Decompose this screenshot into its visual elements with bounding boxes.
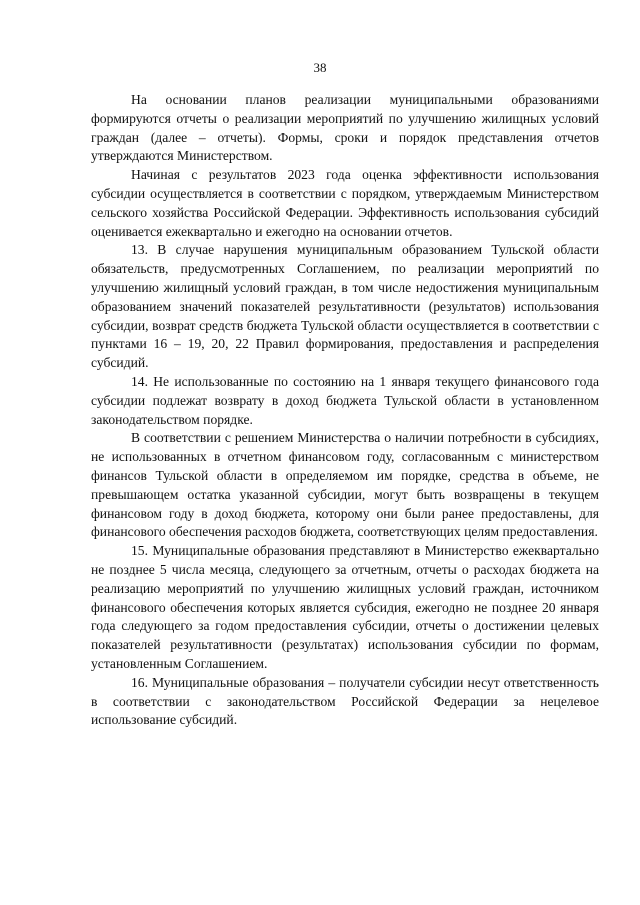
paragraph-efficiency-assessment: Начиная с результатов 2023 года оценка эффективности использования субсидии осуществляется в соответствии с порядком, утверждаемым Министерством сельского хозяйства Российской Федерации. Эффективность использования субсидий оценивается ежеквартально и ежегодно на основании отчетов. — [91, 167, 599, 239]
paragraph-item-14: 14. Не использованные по состоянию на 1 января текущего финансового года субсидии подлежат возврату в доход бюджета Тульской области в установленном законодательством порядке. — [91, 373, 599, 427]
paragraph-reports-formation: На основании планов реализации муниципальными образованиями формируются отчеты о реализации мероприятий по улучшению жилищных условий граждан (далее – отчеты). Формы, сроки и порядок представления отчетов утверждаются Министерством. — [91, 92, 599, 164]
paragraph-item-13: 13. В случае нарушения муниципальным образованием Тульской области обязательств, предусмотренных Соглашением, по реализации мероприятий по улучшению жилищный условий граждан, в том числе недостижения муниципальным образованием значений показателей результативности (результатов) использования субсидии, возврат средств бюджета Тульской области осуществляется в соответствии с пунктами 16 – 19, 20, 22 Правил формирования, предоставления и распределения субсидий. — [91, 242, 599, 371]
document-body — [91, 91, 599, 730]
paragraph-item-15: 15. Муниципальные образования представляют в Министерство ежеквартально не позднее 5 числа месяца, следующего за отчетным, отчеты о расходах бюджета на реализацию мероприятий по улучшению жилищных условий граждан, источником финансового обеспечения которых является субсидия, ежегодно не позднее 20 января года следующего за годом предоставления субсидии, отчеты о достижении целевых показателей результативности (результатах) использования субсидии по формам, установленным Соглашением. — [91, 543, 599, 671]
paragraph-item-16: 16. Муниципальные образования – получатели субсидии несут ответственность в соответствии с законодательством Российской Федерации за нецелевое использование субсидий. — [91, 674, 599, 728]
paragraph-unused-subsidies: В соответствии с решением Министерства о наличии потребности в субсидиях, не использованных в отчетном финансовом году, согласованным с министерством финансов Тульской области в определяемом им порядке, средства в объеме, не превышающем остатка указанной субсидии, могут быть возвращены в текущем финансовом году в доход бюджета, которому они были ранее предоставлены, для финансового обеспечения расходов бюджета, соответствующих целям предоставления. — [91, 430, 599, 540]
page-number: 38 — [313, 60, 327, 75]
